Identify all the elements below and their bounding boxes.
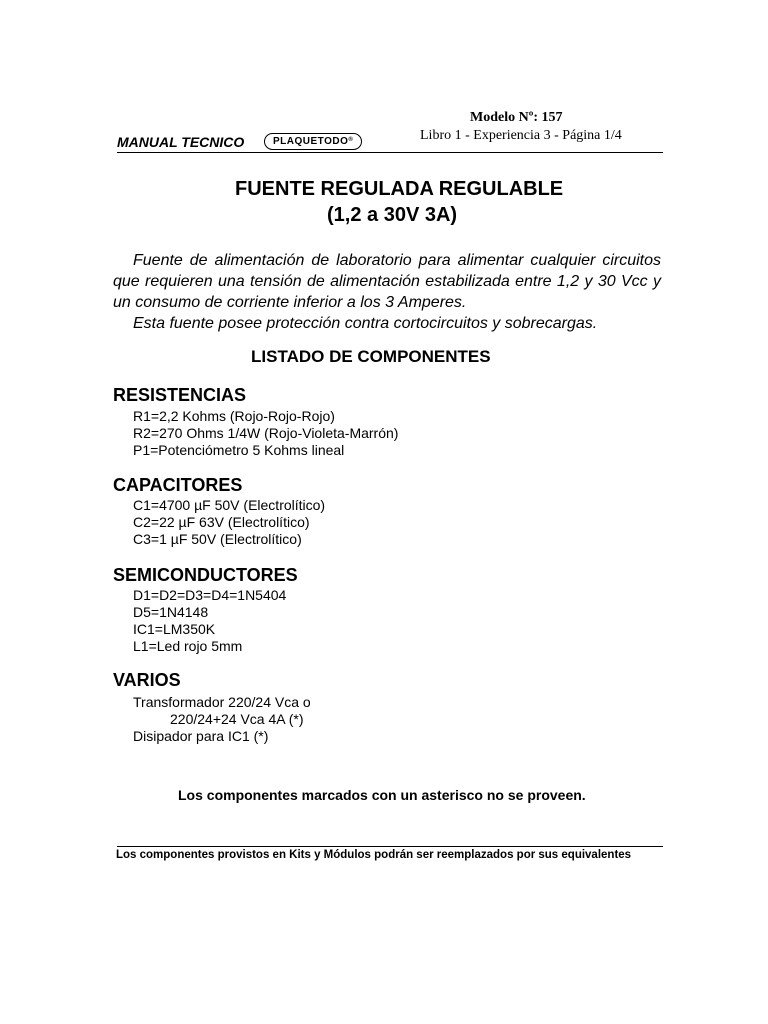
list-item: C1=4700 µF 50V (Electrolítico) <box>133 497 326 513</box>
section-title-resistencias: RESISTENCIAS <box>113 385 247 405</box>
page-title-line1: FUENTE REGULADA REGULABLE <box>235 178 564 200</box>
brand-logo <box>264 133 362 150</box>
page-title-line2: (1,2 a 30V 3A) <box>327 204 458 226</box>
intro-text <box>113 250 661 334</box>
footer-divider <box>117 846 663 847</box>
section-title-capacitores: CAPACITORES <box>113 475 243 495</box>
header-divider <box>117 152 663 153</box>
intro-paragraph-1: Fuente de alimentación de laboratorio para alimentar cualquier circuitos que requieren una tensión de alimentación estabilizada entre 1,2 y 30 Vcc y un consumo de corriente inferior a los 3 Amperes. <box>113 252 661 311</box>
list-item: P1=Potenciómetro 5 Kohms lineal <box>133 442 345 458</box>
list-item: 220/24+24 Vca 4A (*) <box>170 711 304 727</box>
book-page-info: Libro 1 - Experiencia 3 - Página 1/4 <box>420 128 622 143</box>
list-item: R2=270 Ohms 1/4W (Rojo-Violeta-Marrón) <box>133 425 399 441</box>
list-item: R1=2,2 Kohms (Rojo-Rojo-Rojo) <box>133 408 335 424</box>
registered-mark: ® <box>348 137 354 143</box>
section-title-varios: VARIOS <box>113 670 181 690</box>
manual-label: MANUAL TECNICO <box>117 134 245 150</box>
list-item: Disipador para IC1 (*) <box>133 728 269 744</box>
list-item: C2=22 µF 63V (Electrolítico) <box>133 514 310 530</box>
asterisk-note: Los componentes marcados con un asterisco no se proveen. <box>178 787 586 803</box>
components-list-title: LISTADO DE COMPONENTES <box>251 347 491 366</box>
model-number: Modelo Nº: 157 <box>470 110 563 125</box>
list-item: IC1=LM350K <box>133 621 216 637</box>
list-item: L1=Led rojo 5mm <box>133 638 243 654</box>
intro-paragraph-2: Esta fuente posee protección contra cortocircuitos y sobrecargas. <box>133 315 598 332</box>
section-title-semiconductores: SEMICONDUCTORES <box>113 565 298 585</box>
list-item: D1=D2=D3=D4=1N5404 <box>133 587 287 603</box>
list-item: C3=1 µF 50V (Electrolítico) <box>133 531 302 547</box>
list-item: Transformador 220/24 Vca o <box>133 694 311 710</box>
list-item: D5=1N4148 <box>133 604 209 620</box>
brand-logo-text: PLAQUETODO <box>273 136 349 147</box>
footer-disclaimer: Los componentes provistos en Kits y Módulos podrán ser reemplazados por sus equivalentes <box>116 849 632 861</box>
